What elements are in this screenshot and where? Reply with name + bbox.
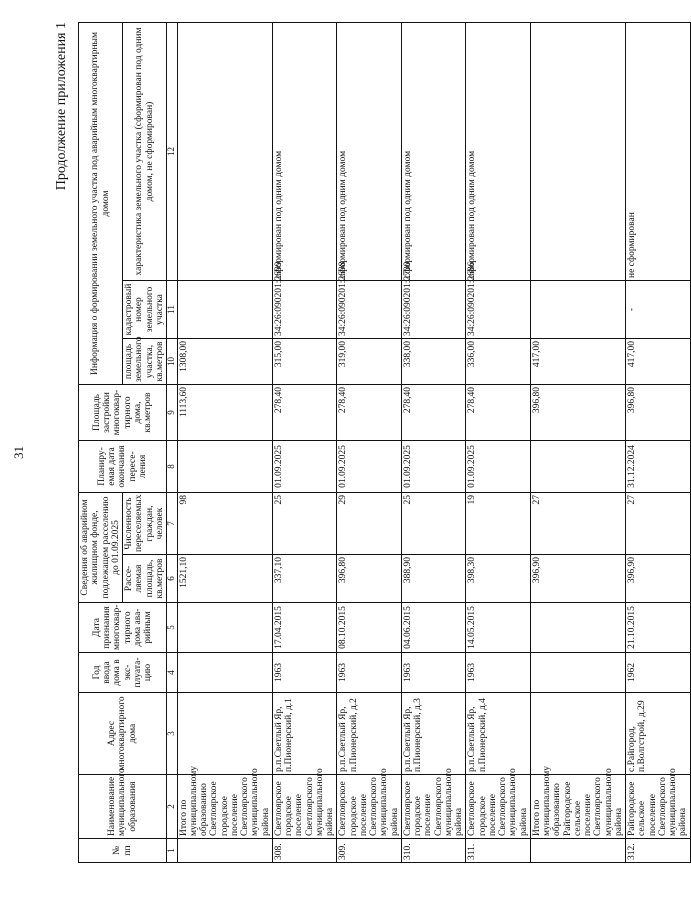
built-area: 278,40 xyxy=(272,385,337,441)
built-area: 396,80 xyxy=(626,385,691,441)
planned-date: 31.12.2024 xyxy=(626,441,691,493)
recognition-date xyxy=(177,603,272,653)
row-number: 311. xyxy=(466,839,531,863)
cadastral-number xyxy=(177,281,272,339)
municipality-name: Светлоярское городское поселение Светлоярского муниципального района xyxy=(466,775,531,839)
cadastral-number: 34:26:090201:2700 xyxy=(401,281,466,339)
column-number: 7 xyxy=(167,493,178,555)
recognition-date xyxy=(530,603,625,653)
planned-date xyxy=(530,441,625,493)
built-area: 278,40 xyxy=(401,385,466,441)
total-row xyxy=(530,22,625,862)
header-land-group: Информация о формировании земельного участка под аварийным многоквартирным домом xyxy=(79,22,123,384)
column-numbers-row xyxy=(167,22,178,862)
recognition-date: 17.04.2015 xyxy=(272,603,337,653)
table-row xyxy=(401,22,466,862)
municipality-name: Райгородское сельское поселение Светлоярского муниципального района xyxy=(626,775,691,839)
year-built xyxy=(177,653,272,693)
row-number: 308. xyxy=(272,839,337,863)
year-built: 1963 xyxy=(337,653,402,693)
row-number: 309. xyxy=(337,839,402,863)
year-built: 1963 xyxy=(272,653,337,693)
resettled-area: 388,90 xyxy=(401,555,466,603)
resettled-area: 396,90 xyxy=(530,555,625,603)
column-number: 8 xyxy=(167,441,178,493)
year-built: 1963 xyxy=(401,653,466,693)
built-area: 278,40 xyxy=(337,385,402,441)
housing-table xyxy=(78,22,691,863)
header-area: Рассе-ляемая площадь, кв.метров xyxy=(123,555,167,603)
row-number: 310. xyxy=(401,839,466,863)
year-built: 1963 xyxy=(466,653,531,693)
built-area: 278,40 xyxy=(466,385,531,441)
cadastral-number xyxy=(530,281,625,339)
column-number: 9 xyxy=(167,385,178,441)
resettled-area: 337,10 xyxy=(272,555,337,603)
column-number: 12 xyxy=(167,22,178,280)
people-count: 27 xyxy=(626,493,691,555)
land-characteristic: сформирован под одним домом xyxy=(272,22,337,280)
land-area: 338,00 xyxy=(401,339,466,385)
recognition-date: 04.06.2015 xyxy=(401,603,466,653)
planned-date: 01.09.2025 xyxy=(466,441,531,493)
resettled-area: 396,80 xyxy=(337,555,402,603)
people-count: 27 xyxy=(530,493,625,555)
planned-date: 01.09.2025 xyxy=(401,441,466,493)
cadastral-number: 34:26:090201:2699 xyxy=(272,281,337,339)
column-number: 3 xyxy=(167,693,178,775)
table-row xyxy=(337,22,402,862)
column-number: 2 xyxy=(167,775,178,839)
people-count: 98 xyxy=(177,493,272,555)
column-number: 4 xyxy=(167,653,178,693)
header-municipality: Наименование муниципального образования xyxy=(79,775,167,839)
column-number: 10 xyxy=(167,339,178,385)
address xyxy=(177,693,272,775)
people-count: 25 xyxy=(401,493,466,555)
header-info-group: Сведения об аварийном жилищном фонде, подлежащем расселению до 01.09.2025 xyxy=(79,493,123,603)
year-built xyxy=(530,653,625,693)
people-count: 25 xyxy=(272,493,337,555)
resettled-area: 1521,10 xyxy=(177,555,272,603)
column-number: 5 xyxy=(167,603,178,653)
header-recognition-date: Дата признания многоквар-тирного дома ава-рийным xyxy=(79,603,167,653)
header-land-char: характеристика земельного участка (сформирован под одним домом, не сформирован) xyxy=(123,22,167,280)
header-built-area: Площадь застройки многоквар-тирного дома, кв.метров xyxy=(79,385,167,441)
resettled-area: 398,30 xyxy=(466,555,531,603)
municipality-name: Светлоярское городское поселение Светлоярского муниципального района xyxy=(272,775,337,839)
total-row xyxy=(177,22,272,862)
planned-date: 01.09.2025 xyxy=(272,441,337,493)
table-row xyxy=(626,22,691,862)
municipality-name: Светлоярское городское поселение Светлоярского муниципального района xyxy=(401,775,466,839)
built-area: 1113,60 xyxy=(177,385,272,441)
address: р.п.Светлый Яр, п.Пионерский, д.2 xyxy=(337,693,402,775)
resettled-area: 396,90 xyxy=(626,555,691,603)
municipality-name: Светлоярское городское поселение Светлоярского муниципального района xyxy=(337,775,402,839)
page-title: Продолжение приложения 1 xyxy=(54,22,69,191)
land-area: 1308,00 xyxy=(177,339,272,385)
header-planned-date: Планиру-емая дата окончания пересе-ления xyxy=(79,441,167,493)
people-count: 29 xyxy=(337,493,402,555)
table-row xyxy=(272,22,337,862)
header-address: Адрес многоквартирного дома xyxy=(79,693,167,775)
header-land-area: площадь земельного участка, кв.метров xyxy=(123,339,167,385)
header-year: Год ввода дома в экс-плуата-цию xyxy=(79,653,167,693)
year-built: 1962 xyxy=(626,653,691,693)
address: р.п.Светлый Яр, п.Пионерский, д.3 xyxy=(401,693,466,775)
row-number xyxy=(530,839,625,863)
header-cadastral: кадастровый номер земельного участка xyxy=(123,281,167,339)
cadastral-number: - xyxy=(626,281,691,339)
page-number: 31 xyxy=(11,446,26,459)
land-characteristic xyxy=(177,22,272,280)
header-num: № пп xyxy=(79,839,167,863)
land-area: 417,00 xyxy=(530,339,625,385)
recognition-date: 21.10.2015 xyxy=(626,603,691,653)
recognition-date: 14.05.2015 xyxy=(466,603,531,653)
cadastral-number: 34:26:090201:2698 xyxy=(337,281,402,339)
address: р.п.Светлый Яр, п.Пионерский, д.1 xyxy=(272,693,337,775)
municipality-name: Итого по муниципальному образованию Райгородское сельское поселение Светлоярского муниципального района xyxy=(530,775,625,839)
column-number: 11 xyxy=(167,281,178,339)
land-area: 319,00 xyxy=(337,339,402,385)
column-number: 1 xyxy=(167,839,178,863)
table-body xyxy=(177,22,690,862)
land-characteristic: сформирован под одним домом xyxy=(337,22,402,280)
header-people: Численность переселяемых граждан, человек xyxy=(123,493,167,555)
column-number: 6 xyxy=(167,555,178,603)
row-number: 312. xyxy=(626,839,691,863)
land-characteristic xyxy=(530,22,625,280)
recognition-date: 08.10.2015 xyxy=(337,603,402,653)
land-area: 315,00 xyxy=(272,339,337,385)
cadastral-number: 34:26:090201:2686 xyxy=(466,281,531,339)
municipality-name: Итого по муниципальному образованию Светлоярское городское поселение Светлоярского муниципального района xyxy=(177,775,272,839)
planned-date xyxy=(177,441,272,493)
land-characteristic: сформирован под одним домом xyxy=(401,22,466,280)
people-count: 19 xyxy=(466,493,531,555)
land-area: 417,00 xyxy=(626,339,691,385)
address xyxy=(530,693,625,775)
table-row xyxy=(466,22,531,862)
planned-date: 01.09.2025 xyxy=(337,441,402,493)
land-characteristic: не сформирован xyxy=(626,22,691,280)
land-area: 336,00 xyxy=(466,339,531,385)
built-area: 396,80 xyxy=(530,385,625,441)
address: с.Райгород, п.Волгстрой, д.29 xyxy=(626,693,691,775)
row-number xyxy=(177,839,272,863)
land-characteristic: сформирован под одним домом xyxy=(466,22,531,280)
address: р.п.Светлый Яр, п.Пионерский, д.4 xyxy=(466,693,531,775)
